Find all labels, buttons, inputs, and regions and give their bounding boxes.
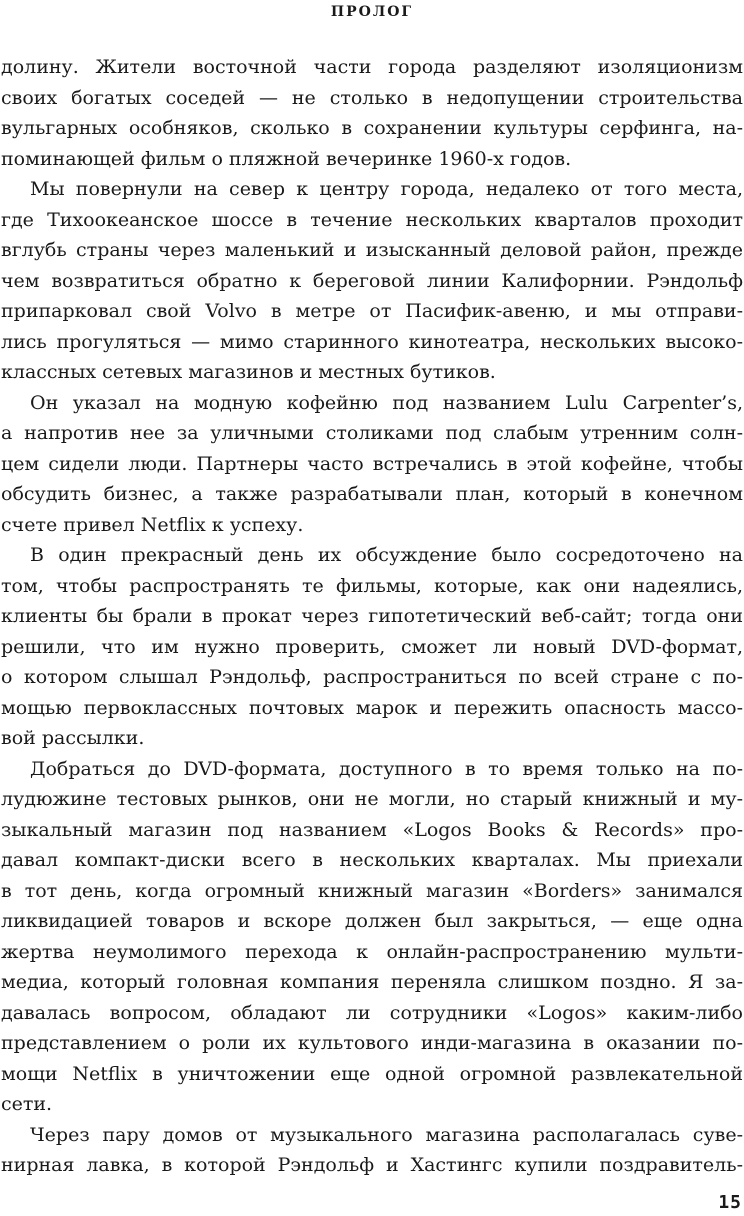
text-line: счете привел Netflix к успеху. bbox=[1, 513, 304, 536]
text-line: давал компакт-диски всего в нескольких кварталах. Мы приехали bbox=[1, 849, 743, 871]
text-line: решили, что им нужно проверить, сможет ли новый DVD-формат, bbox=[1, 635, 743, 658]
paragraph bbox=[1, 174, 743, 388]
text-line: В один прекрасный день их обсуждение было сосредоточено на bbox=[30, 544, 743, 566]
text-line: нирная лавка, в которой Рэндольф и Хастингс купили поздравитель- bbox=[1, 1154, 743, 1176]
text-line: а напротив нее за уличными столиками под слабым утренним солн- bbox=[1, 422, 743, 444]
text-line: припарковал свой Volvo в метре от Пасифик-авеню, и мы отправи- bbox=[1, 300, 743, 322]
text-line: вглубь страны через маленький и изысканный деловой район, прежде bbox=[1, 239, 743, 261]
paragraph bbox=[1, 540, 743, 754]
text-line: Через пару домов от музыкального магазина располагалась суве- bbox=[30, 1123, 743, 1146]
text-line: поминающей фильм о пляжной вечеринке 1960-х годов. bbox=[1, 147, 572, 170]
text-line: о котором слышал Рэндольф, распространиться по всей стране с по- bbox=[1, 666, 743, 688]
text-line: зыкальный магазин под названием «Logos Books & Records» про- bbox=[1, 818, 743, 841]
text-line: вой рассылки. bbox=[1, 727, 145, 749]
text-line: мощью первоклассных почтовых марок и пережить опасность массо- bbox=[1, 696, 743, 719]
running-title: ПРОЛОГ bbox=[330, 4, 414, 20]
paragraph bbox=[1, 754, 743, 1120]
text-line: жертва неумолимого перехода к онлайн-распространению мульти- bbox=[1, 940, 743, 963]
text-line: медиа, который головная компания переняла слишком поздно. Я за- bbox=[1, 971, 743, 993]
text-line: том, чтобы распространять те фильмы, которые, как они надеялись, bbox=[1, 574, 743, 597]
text-line: Он указал на модную кофейню под названием Lulu Carpenter’s, bbox=[30, 391, 743, 414]
text-line: лудюжине тестовых рынков, они не могли, но старый книжный и му- bbox=[1, 788, 743, 810]
text-line: вульгарных особняков, сколько в сохранении культуры серфинга, на- bbox=[1, 117, 743, 139]
text-line: долину. Жители восточной части города разделяют изоляционизм bbox=[1, 56, 743, 78]
text-line: мощи Netflix в уничтожении еще одной огромной развлекательной bbox=[1, 1062, 743, 1085]
text-line: чем возвратиться обратно к береговой линии Калифорнии. Рэндольф bbox=[1, 269, 743, 292]
paragraph bbox=[1, 388, 743, 541]
text-line: в тот день, когда огромный книжный магазин «Borders» занимался bbox=[1, 879, 743, 902]
text-line: Добраться до DVD-формата, доступного в то время только на по- bbox=[30, 757, 743, 780]
text-line: классных сетевых магазинов и местных бутиков. bbox=[1, 361, 496, 383]
text-line: лись прогуляться — мимо старинного кинотеатра, нескольких высоко- bbox=[1, 330, 743, 353]
body-text bbox=[1, 52, 743, 1181]
text-line: цем сидели люди. Партнеры часто встречались в этой кофейне, чтобы bbox=[1, 452, 743, 475]
text-line: Мы повернули на север к центру города, недалеко от того места, bbox=[30, 178, 743, 200]
text-line: где Тихоокеанское шоссе в течение нескольких кварталов проходит bbox=[1, 208, 743, 231]
paragraph bbox=[1, 52, 743, 174]
paragraph bbox=[1, 1120, 743, 1181]
text-line: обсудить бизнес, а также разрабатывали план, который в конечном bbox=[1, 483, 743, 505]
page-number: 15 bbox=[718, 1192, 742, 1213]
text-line: своих богатых соседей — не столько в недопущении строительства bbox=[1, 86, 743, 109]
text-line: давалась вопросом, обладают ли сотрудники «Logos» каким-либо bbox=[1, 1001, 743, 1024]
text-line: ликвидацией товаров и вскоре должен был закрыться, — еще одна bbox=[1, 910, 743, 932]
text-line: представлением о роли их культового инди-магазина в оказании по- bbox=[1, 1032, 743, 1054]
text-line: клиенты бы брали в прокат через гипотетический веб-сайт; тогда они bbox=[1, 605, 743, 627]
text-line: сети. bbox=[1, 1093, 53, 1115]
